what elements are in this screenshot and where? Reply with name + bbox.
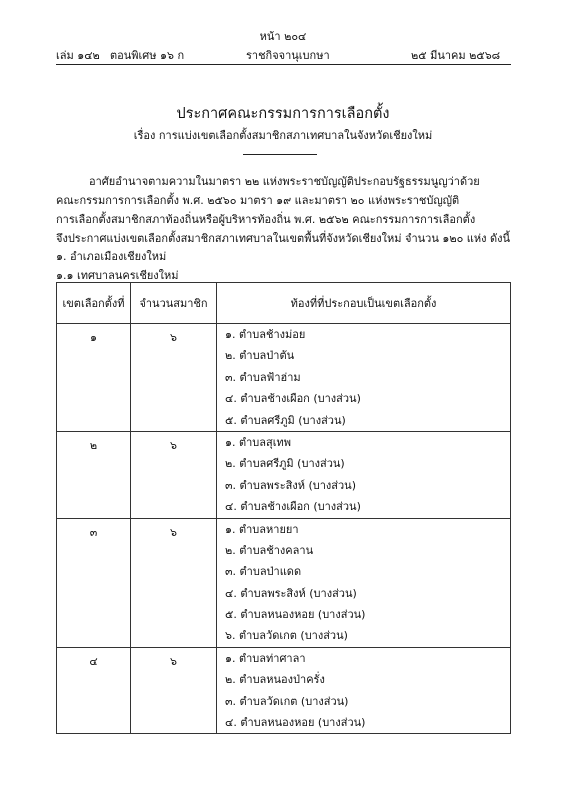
electoral-district-table bbox=[56, 282, 511, 734]
area-item: ๕. ตำบลหนองหอย (บางส่วน) bbox=[225, 608, 366, 622]
section-heading: ๑. อำเภอเมืองเชียงใหม่ bbox=[56, 250, 167, 263]
table-row bbox=[57, 647, 511, 734]
area-item: ๒. ตำบลป่าตัน bbox=[225, 349, 295, 363]
district-number: ๑ bbox=[57, 324, 131, 432]
member-count: ๖ bbox=[131, 324, 217, 432]
page-number: หน้า ๒๐๔ bbox=[259, 30, 307, 43]
area-item: ๕. ตำบลศรีภูมิ (บางส่วน) bbox=[225, 413, 346, 427]
body-line-3: การเลือกตั้งสมาชิกสภาท้องถิ่นหรือผู้บริหารท้องถิ่น พ.ศ. ๒๕๖๒ คณะกรรมการการเลือกตั้ง bbox=[56, 213, 476, 226]
area-list bbox=[217, 431, 511, 518]
area-item: ๓. ตำบลวัดเกต (บางส่วน) bbox=[225, 694, 349, 708]
table-row bbox=[57, 324, 511, 432]
area-item: ๑. ตำบลช้างม่อย bbox=[225, 328, 306, 341]
area-item: ๓. ตำบลฟ้าฮ่าม bbox=[225, 370, 301, 384]
area-item: ๓. ตำบลป่าแดด bbox=[225, 565, 302, 579]
area-item: ๒. ตำบลช้างคลาน bbox=[225, 543, 314, 557]
area-item: ๔. ตำบลช้างเผือก (บางส่วน) bbox=[225, 500, 361, 514]
area-list bbox=[217, 518, 511, 647]
body-line-2: คณะกรรมการการเลือกตั้ง พ.ศ. ๒๕๖๐ มาตรา ๑๙ และมาตรา ๒๐ แห่งพระราชบัญญัติ bbox=[56, 194, 460, 207]
district-number: ๓ bbox=[57, 518, 131, 647]
area-item: ๓. ตำบลพระสิงห์ (บางส่วน) bbox=[225, 478, 356, 492]
area-item: ๔. ตำบลหนองหอย (บางส่วน) bbox=[225, 716, 366, 730]
header-rule bbox=[56, 64, 511, 65]
volume-number: เล่ม ๑๔๒ bbox=[56, 49, 100, 62]
area-item: ๑. ตำบลท่าศาลา bbox=[225, 651, 306, 665]
area-item: ๒. ตำบลศรีภูมิ (บางส่วน) bbox=[225, 457, 345, 471]
subsection-heading: ๑.๑ เทศบาลนครเชียงใหม่ bbox=[56, 269, 179, 282]
area-list bbox=[217, 324, 511, 432]
announcement-title: ประกาศคณะกรรมการการเลือกตั้ง bbox=[176, 106, 390, 122]
header-areas: ท้องที่ที่ประกอบเป็นเขตเลือกตั้ง bbox=[217, 283, 511, 324]
area-item: ๒. ตำบลหนองป่าครั่ง bbox=[225, 673, 325, 687]
area-list bbox=[217, 647, 511, 734]
body-line-4: จึงประกาศแบ่งเขตเลือกตั้งสมาชิกสภาเทศบาลในเขตพื้นที่จังหวัดเชียงใหม่ จำนวน ๑๒๐ แห่ง ดังนี้ bbox=[56, 232, 511, 245]
district-number: ๒ bbox=[57, 431, 131, 518]
announcement-subject: เรื่อง การแบ่งเขตเลือกตั้งสมาชิกสภาเทศบาลในจังหวัดเชียงใหม่ bbox=[133, 129, 433, 142]
area-item: ๔. ตำบลพระสิงห์ (บางส่วน) bbox=[225, 586, 357, 600]
member-count: ๖ bbox=[131, 431, 217, 518]
header-members: จำนวนสมาชิก bbox=[131, 283, 217, 324]
district-number: ๔ bbox=[57, 647, 131, 734]
member-count: ๖ bbox=[131, 647, 217, 734]
member-count: ๖ bbox=[131, 518, 217, 647]
table-row bbox=[57, 431, 511, 518]
publication-date: ๒๕ มีนาคม ๒๕๖๘ bbox=[411, 49, 501, 62]
body-line-1: อาศัยอำนาจตามความในมาตรา ๒๒ แห่งพระราชบัญญัติประกอบรัฐธรรมนูญว่าด้วย bbox=[89, 175, 480, 188]
publication-name: ราชกิจจานุเบกษา bbox=[246, 49, 330, 62]
area-item: ๑. ตำบลสุเทพ bbox=[225, 435, 291, 449]
header-district: เขตเลือกตั้งที่ bbox=[57, 283, 131, 324]
area-item: ๑. ตำบลหายยา bbox=[225, 522, 299, 536]
area-item: ๖. ตำบลวัดเกต (บางส่วน) bbox=[225, 629, 348, 643]
table-header-row bbox=[57, 283, 511, 324]
table-row bbox=[57, 518, 511, 647]
title-divider bbox=[243, 154, 317, 155]
issue-number: ตอนพิเศษ ๑๖ ก bbox=[110, 49, 185, 62]
area-item: ๔. ตำบลช้างเผือก (บางส่วน) bbox=[225, 392, 361, 406]
